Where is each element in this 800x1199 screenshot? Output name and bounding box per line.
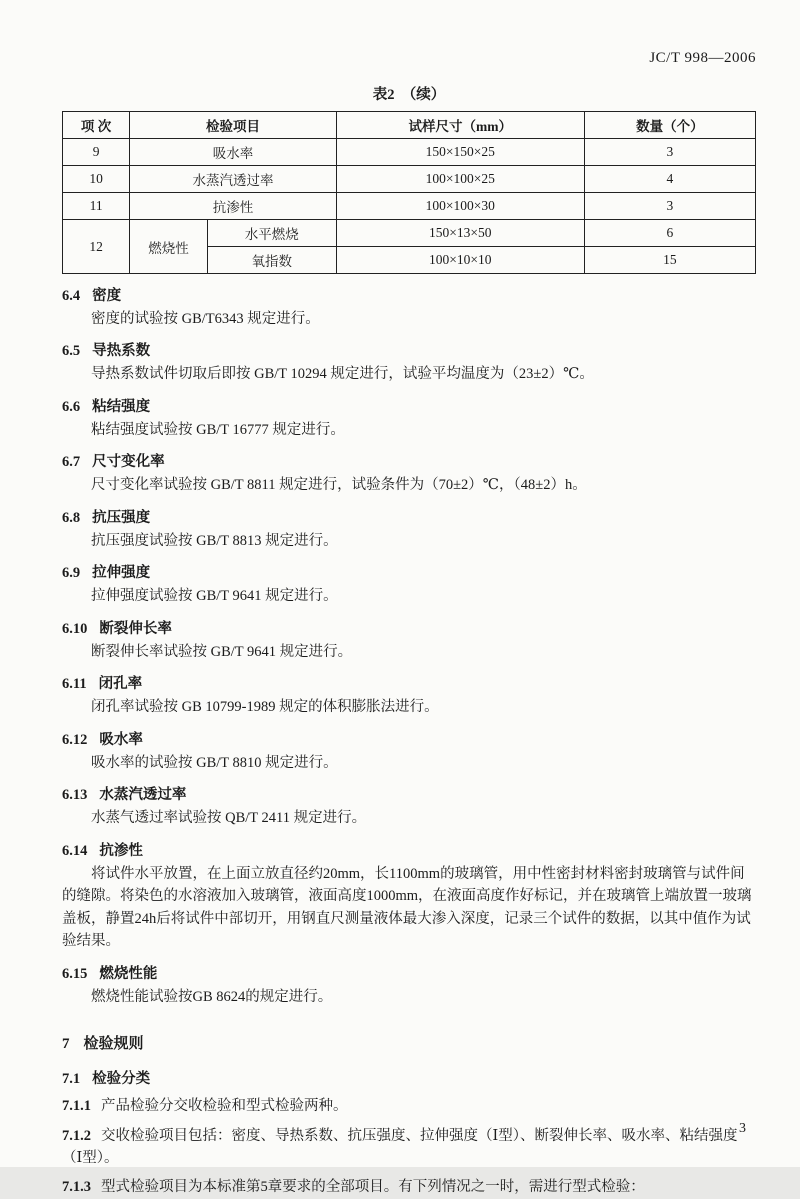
section-title: 抗压强度: [92, 509, 151, 526]
col-header-size: 试样尺寸（mm）: [336, 112, 584, 139]
cell-size: 100×10×10: [336, 247, 584, 274]
section-body: 断裂伸长率试验按 GB/T 9641 规定进行。: [91, 643, 353, 660]
cell-no: 10: [63, 166, 130, 193]
section-number: 6.15: [62, 965, 88, 982]
table-header-row: [63, 112, 756, 139]
section-body: 闭孔率试验按 GB 10799-1989 规定的体积膨胀法进行。: [91, 699, 439, 716]
col-header-index: 项 次: [63, 112, 130, 139]
standard-code: JC/T 998—2006: [649, 50, 756, 66]
section-heading: [62, 728, 756, 749]
section-title: 尺寸变化率: [92, 454, 165, 471]
cell-size: 100×100×30: [336, 193, 584, 220]
section-body: 抗压强度试验按 GB/T 8813 规定进行。: [91, 532, 338, 549]
section-number: 6.11: [62, 676, 87, 693]
section-6-15: [62, 962, 756, 1008]
section-number: 6.9: [62, 565, 81, 582]
section-body: 燃烧性能试验按GB 8624的规定进行。: [91, 988, 333, 1005]
table-row: [63, 193, 756, 220]
cell-qty: 6: [584, 220, 755, 247]
section-body: 拉伸强度试验按 GB/T 9641 规定进行。: [91, 588, 338, 605]
table-row: [63, 166, 756, 193]
section-6-4: [62, 284, 756, 330]
section-6-12: [62, 728, 756, 774]
section-title: 导热系数: [92, 343, 151, 360]
clause-7-1-2: [62, 1125, 756, 1170]
section-6-5: [62, 339, 756, 385]
section-number: 6.7: [62, 454, 81, 471]
section-title: 闭孔率: [98, 676, 143, 693]
clause-number: 7.1.2: [62, 1127, 91, 1144]
section-heading: [62, 561, 756, 582]
section-6-11: [62, 672, 756, 718]
section-body: 尺寸变化率试验按 GB/T 8811 规定进行，试验条件为（70±2）℃，（48±2）h。: [91, 477, 587, 494]
section-heading: [62, 506, 756, 527]
section-heading: [62, 339, 756, 360]
cell-subitem: 氧指数: [207, 247, 336, 274]
page-number: 3: [739, 1121, 746, 1136]
section-title: 水蒸汽透过率: [99, 787, 187, 804]
section-title: 燃烧性能: [99, 965, 158, 982]
section-6-9: [62, 561, 756, 607]
col-header-qty: 数量（个）: [584, 112, 755, 139]
section-heading: [62, 450, 756, 471]
cell-item: 抗渗性: [130, 193, 337, 220]
section-heading: [62, 672, 756, 693]
section-heading: [62, 617, 756, 638]
chapter-number: 7: [62, 1036, 70, 1053]
cell-no: 12: [63, 220, 130, 274]
table-row: [63, 220, 756, 247]
section-title: 吸水率: [99, 731, 143, 748]
section-heading: [62, 839, 756, 860]
cell-no: 9: [63, 139, 130, 166]
section-body: 粘结强度试验按 GB/T 16777 规定进行。: [91, 421, 345, 438]
section-body: 将试件水平放置，在上面立放直径约20mm，长1100mm的玻璃管，用中性密封材料密封玻璃管与试件间的缝隙。将染色的水溶液加入玻璃管，液面高度1000mm，在液面高度作好标记，并在玻璃管上端放置一玻璃盖板，静置24h后将试件中部切开，用钢直尺测量液体最大渗入深度，记录三个试件的数据，以其中值作为试验结果。: [62, 865, 752, 950]
section-number: 6.8: [62, 509, 81, 526]
section-6-7: [62, 450, 756, 496]
clause-7-1-1: [62, 1095, 756, 1117]
section-heading: [62, 783, 756, 804]
section-title: 抗渗性: [99, 842, 143, 859]
section-heading: [62, 395, 756, 416]
cell-item-group: 燃烧性: [130, 220, 208, 274]
section-body: 导热系数试件切取后即按 GB/T 10294 规定进行，试验平均温度为（23±2）℃。: [91, 366, 594, 383]
section-number: 6.6: [62, 398, 81, 415]
cell-qty: 3: [584, 193, 755, 220]
section-body: 密度的试验按 GB/T6343 规定进行。: [91, 311, 320, 327]
section-heading: [62, 284, 756, 305]
section-6-14: [62, 839, 756, 953]
chapter-title: 检验规则: [83, 1036, 144, 1053]
cell-item: 吸水率: [130, 139, 337, 166]
chapter-heading: [62, 1032, 756, 1053]
cell-item: 水蒸汽透过率: [130, 166, 337, 193]
table-caption: 表2 （续）: [372, 87, 446, 103]
subsection-heading: [62, 1067, 756, 1088]
col-header-item: 检验项目: [130, 112, 337, 139]
cell-size: 150×150×25: [336, 139, 584, 166]
section-body: 水蒸气透过率试验按 QB/T 2411 规定进行。: [91, 810, 367, 827]
cell-qty: 3: [584, 139, 755, 166]
clause-text: 交收检验项目包括：密度、导热系数、抗压强度、拉伸强度（Ⅰ型）、断裂伸长率、吸水率、粘结强度（Ⅰ型）。: [62, 1127, 738, 1166]
cell-size: 100×100×25: [336, 166, 584, 193]
clause-number: 7.1.1: [62, 1098, 91, 1115]
section-number: 6.12: [62, 731, 88, 748]
section-title: 断裂伸长率: [99, 620, 172, 637]
specimen-table: [62, 111, 756, 274]
section-title: 密度: [92, 288, 122, 304]
clause-7-1-3: [62, 1176, 756, 1198]
section-6-8: [62, 506, 756, 552]
section-body: 吸水率的试验按 GB/T 8810 规定进行。: [91, 754, 338, 771]
section-number: 6.14: [62, 842, 88, 859]
section-number: 6.13: [62, 787, 88, 804]
clause-text: 产品检验分交收检验和型式检验两种。: [101, 1098, 348, 1115]
chapter-7: [62, 1032, 756, 1199]
clauses-section: [62, 284, 756, 1008]
section-6-6: [62, 395, 756, 441]
section-number: 6.4: [62, 288, 81, 304]
cell-subitem: 水平燃烧: [207, 220, 336, 247]
cell-no: 11: [63, 193, 130, 220]
cell-qty: 15: [584, 247, 755, 274]
table-row: [63, 139, 756, 166]
section-title: 粘结强度: [92, 398, 151, 415]
section-number: 6.5: [62, 343, 81, 360]
section-number: 6.10: [62, 620, 88, 637]
cell-size: 150×13×50: [336, 220, 584, 247]
subsection-title: 检验分类: [92, 1071, 151, 1088]
section-6-13: [62, 783, 756, 829]
clause-text: 型式检验项目为本标准第5章要求的全部项目。有下列情况之一时，需进行型式检验：: [101, 1179, 645, 1196]
section-title: 拉伸强度: [92, 565, 151, 582]
cell-qty: 4: [584, 166, 755, 193]
subsection-number: 7.1: [62, 1071, 81, 1088]
section-6-10: [62, 617, 756, 663]
clause-number: 7.1.3: [62, 1179, 91, 1196]
section-heading: [62, 962, 756, 983]
